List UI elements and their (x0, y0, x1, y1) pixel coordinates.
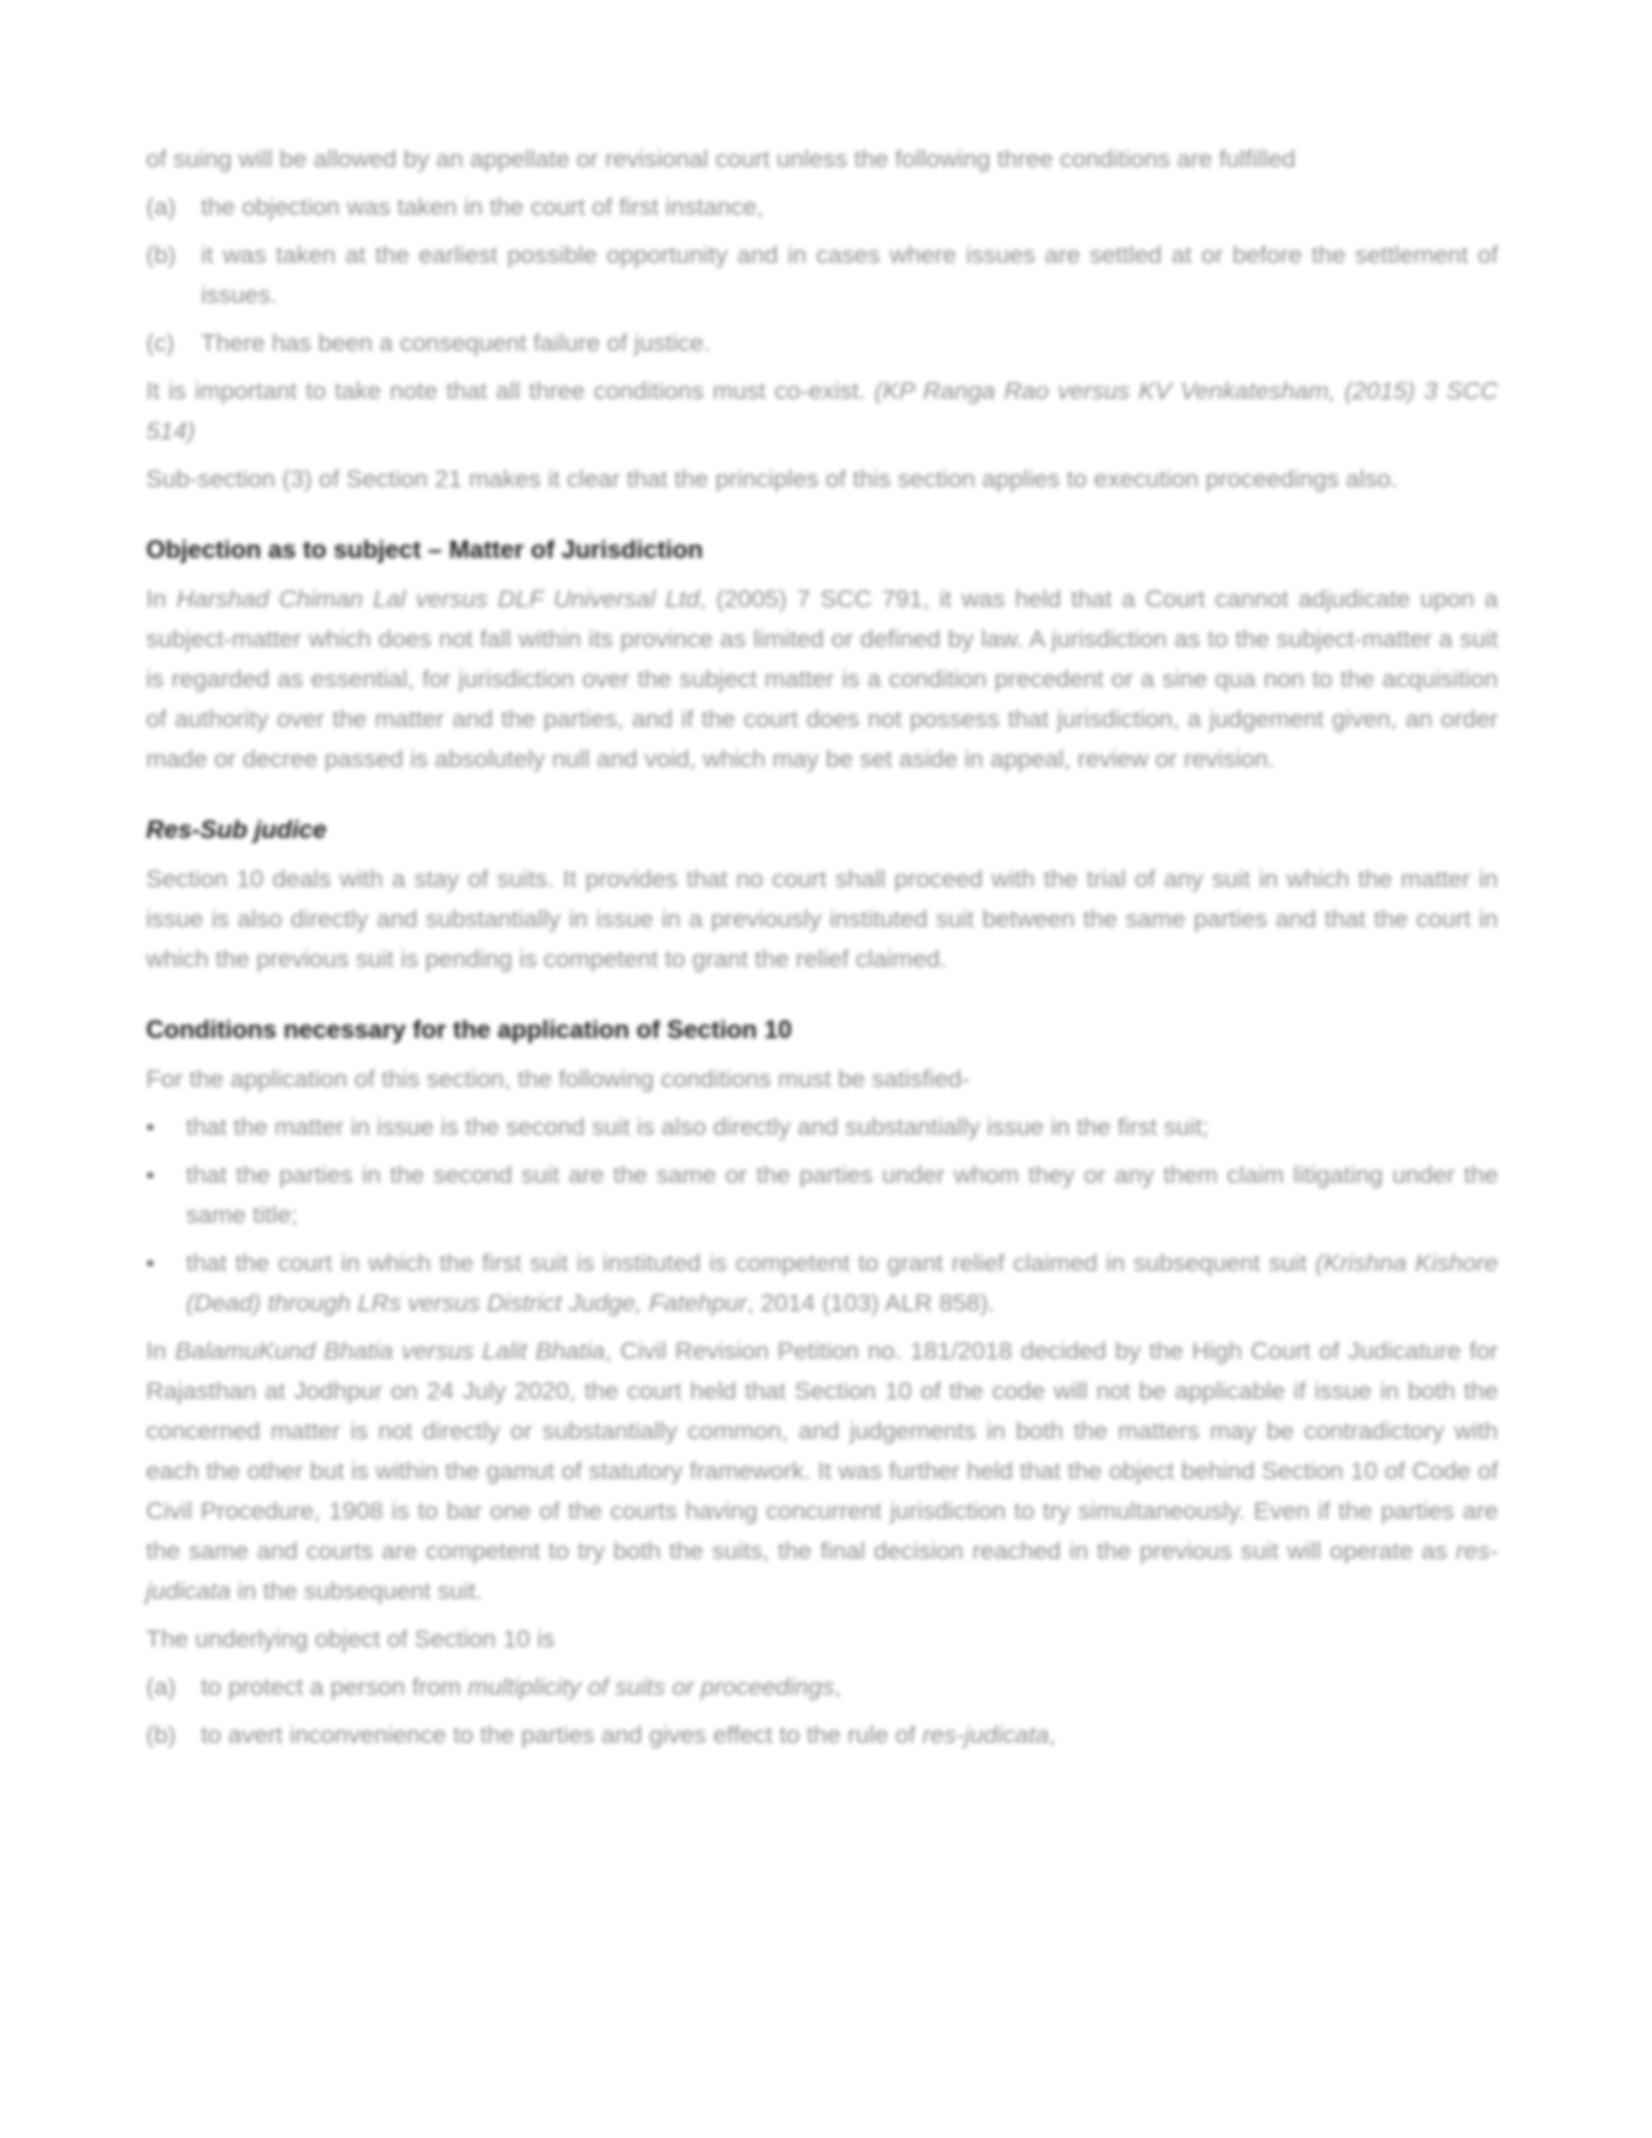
coexist-text: It is important to take note that all three conditions must co-exist. (146, 378, 866, 405)
underlying-item-text (201, 1668, 1498, 1708)
condition-item-a (146, 188, 1498, 228)
underlying-item-text-before: to avert inconvenience to the parties and gives effect to the rule of (201, 1722, 923, 1749)
bullet-item-2 (146, 1156, 1498, 1236)
condition-marker: (c) (146, 330, 175, 357)
balmukund-case: BalamuKund Bhatia versus Lalit Bhatia (174, 1338, 606, 1365)
intro-text: of suing will be allowed by an appellate or revisional court unless the following three conditions are fulfilled (146, 146, 1296, 173)
bullet-marker: • (146, 1114, 155, 1141)
subject-matter-case: Harshad Chiman Lal versus DLF Universal Ltd (176, 586, 700, 613)
underlying-item-emph: multiplicity of suits or proceedings (467, 1674, 835, 1701)
subject-matter-text: , (2005) 7 SCC 791, it was held that a Court cannot adjudicate upon a subject-matter which does not fall within its province as limited or defined by law. A jurisdiction as to the subject-matter a suit is regarded as essential, for jurisdiction over the subject matter is a condition precedent or a sine qua non to the acquisition of authority over the matter and the parties, and if the court does not possess that jurisdiction, a judgement given, an order made or decree passed is absolutely null and void, which may be set aside in appeal, review or revision. (146, 586, 1499, 773)
balmukund-text: , Civil Revision Petition no. 181/2018 decided by the High Court of Judicature for Rajasthan at Jodhpur on 24 July 2020, the court held that Section 10 of the code will not be applicable if issue in both the concerned matter is not directly or substantially common, and judgements in both the matters may be contradictory with each the other but is within the gamut of statutory framework. It was further held that the object behind Section 10 of Code of Civil Procedure, 1908 is to bar one of the courts having concurrent jurisdiction to try simultaneously. Even if the parties are the same and courts are competent to try both the suits, the final decision reached in the previous suit will operate as (146, 1338, 1498, 1565)
bullet-text (186, 1244, 1498, 1324)
underlying-marker: (a) (146, 1674, 176, 1701)
underlying-text: The underlying object of Section 10 is (146, 1626, 555, 1653)
subject-matter-intro: In (146, 586, 167, 613)
bullet-marker: • (146, 1162, 155, 1189)
bullet-text: that the matter in issue is the second suit is also directly and substantially issue in the first suit; (186, 1114, 1209, 1141)
conditions-intro-text: For the application of this section, the following conditions must be satisfied- (146, 1066, 970, 1093)
condition-marker: (b) (146, 242, 176, 269)
bullet-item-1 (146, 1108, 1498, 1148)
underlying-item-a (146, 1668, 1498, 1708)
heading-subject-matter: Objection as to subject – Matter of Jurisdiction (146, 536, 704, 564)
underlying-item-text (201, 1716, 1498, 1756)
underlying-marker: (b) (146, 1722, 176, 1749)
subsection-paragraph (146, 460, 1498, 500)
intro-paragraph (146, 140, 1498, 180)
balmukund-text-end: in the subsequent suit. (230, 1578, 483, 1605)
bullet-text-after: , 2014 (103) ALR 858). (747, 1290, 995, 1317)
balmukund-term: res-judicata (146, 1538, 1498, 1605)
coexist-citation: (KP Ranga Rao versus KV Venkatesham, (2015) 3 SCC 514) (146, 378, 1498, 445)
bullet-item-3 (146, 1244, 1498, 1324)
condition-item-c (146, 324, 1498, 364)
heading-res-sub-judice: Res-Sub judice (146, 816, 327, 844)
document-page (146, 140, 1498, 1764)
res-sub-judice-paragraph (146, 860, 1498, 980)
underlying-item-b (146, 1716, 1498, 1756)
condition-item-b (146, 236, 1498, 316)
balmukund-intro: In (146, 1338, 167, 1365)
underlying-paragraph (146, 1620, 1498, 1660)
bullet-marker: • (146, 1250, 155, 1277)
subsection-text: Sub-section (3) of Section 21 makes it clear that the principles of this section applies to execution proceedings also. (146, 466, 1398, 493)
condition-text: the objection was taken in the court of first instance, (201, 194, 764, 221)
bullet-text: that the parties in the second suit are the same or the parties under whom they or any them claim litigating under the same title; (186, 1162, 1498, 1229)
underlying-item-text-after: , (1049, 1722, 1056, 1749)
bullet-citation: (Krishna Kishore (Dead) through LRs versus District Judge, Fatehpur (186, 1250, 1499, 1317)
coexist-paragraph (146, 372, 1498, 452)
underlying-item-text-after: , (834, 1674, 842, 1701)
heading-conditions-section-10: Conditions necessary for the application of Section 10 (146, 1016, 792, 1044)
balmukund-paragraph (146, 1332, 1498, 1612)
condition-marker: (a) (146, 194, 176, 221)
condition-text: it was taken at the earliest possible opportunity and in cases where issues are settled at or before the settlement of issues. (201, 242, 1498, 309)
underlying-item-text-before: to protect a person from (201, 1674, 468, 1701)
conditions-intro-paragraph (146, 1060, 1498, 1100)
bullet-text-before: that the court in which the first suit is instituted is competent to grant relief claimed in subsequent suit (186, 1250, 1316, 1277)
res-sub-judice-text: Section 10 deals with a stay of suits. It provides that no court shall proceed with the trial of any suit in which the matter in issue is also directly and substantially in issue in a previously instituted suit between the same parties and that the court in which the previous suit is pending is competent to grant the relief claimed. (146, 866, 1498, 973)
underlying-item-emph: res-judicata (922, 1722, 1050, 1749)
subject-matter-paragraph (146, 580, 1498, 780)
condition-text: There has been a consequent failure of justice. (201, 330, 711, 357)
